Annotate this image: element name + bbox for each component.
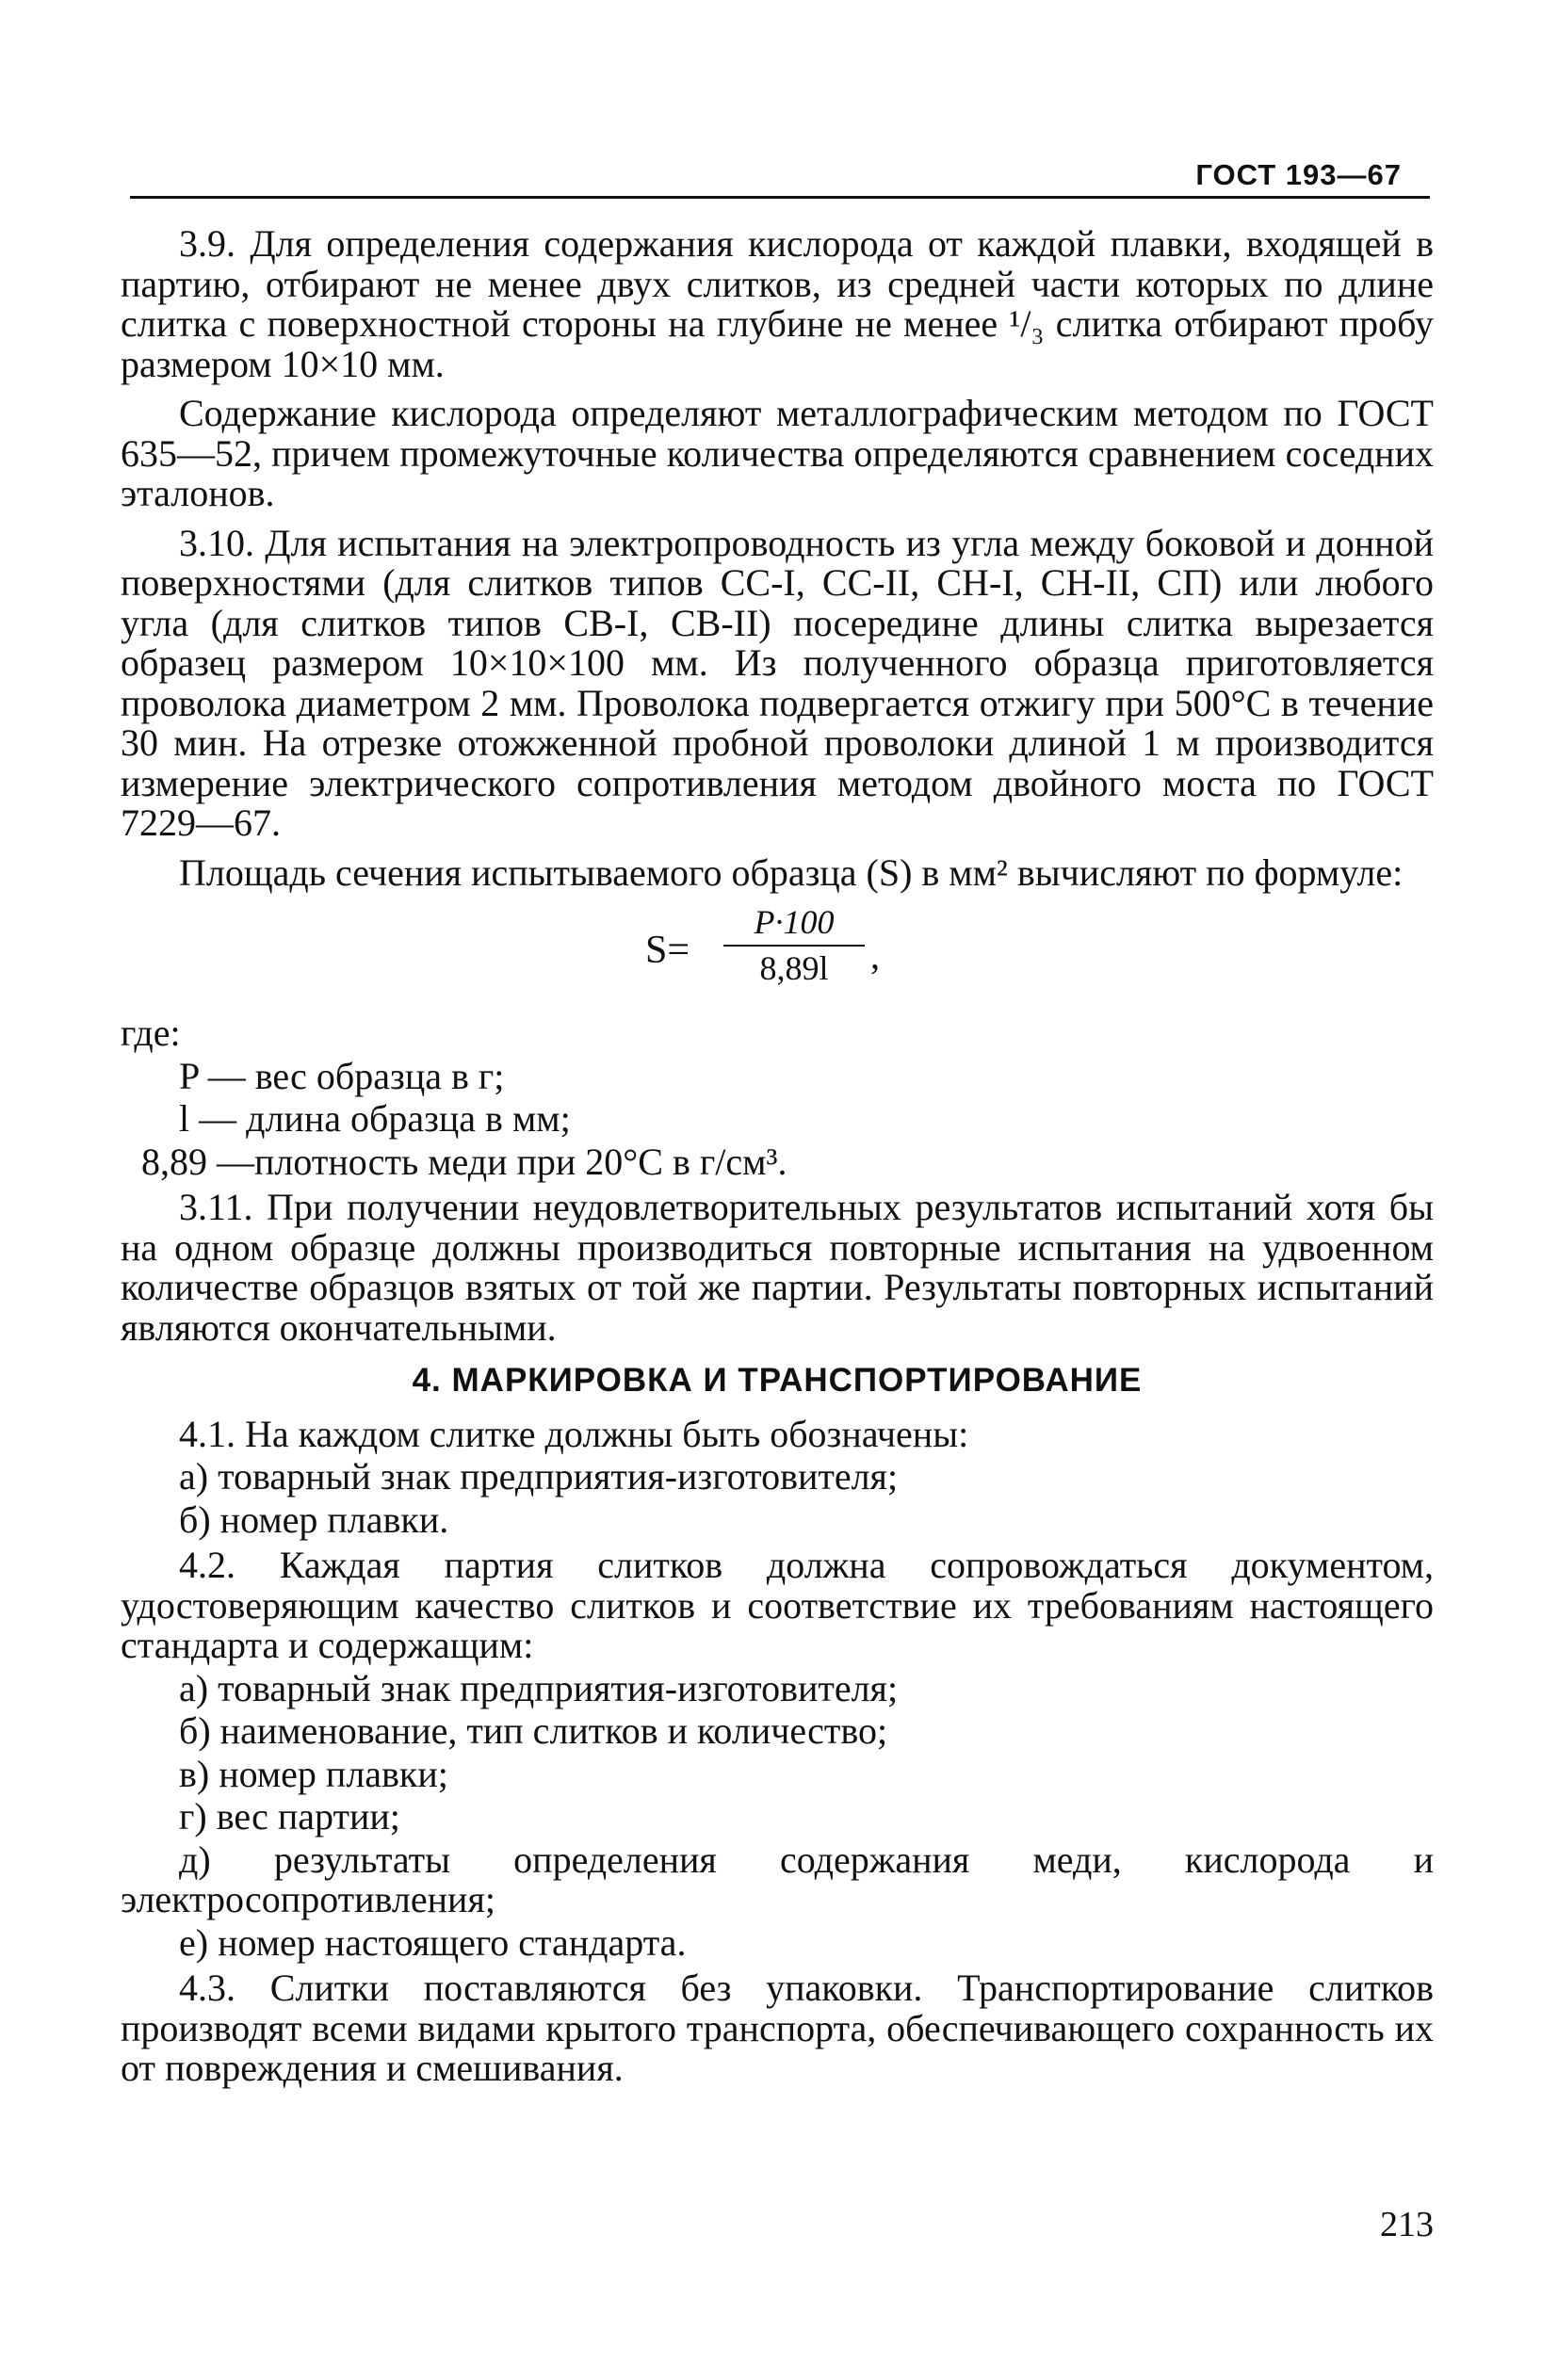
formula-definitions (121, 1054, 1434, 1183)
list-item: б) наименование, тип слитков и количество; (179, 1709, 888, 1752)
marking-list (121, 1457, 1434, 1540)
formula-numerator: P·100 (723, 902, 865, 947)
list-item-results: д) результаты определения содержания меди, кислорода и электросопротивления; (121, 1838, 1434, 1920)
list-item: г) вес партии; (179, 1795, 400, 1838)
formula-fraction (723, 902, 865, 988)
list-item: в) номер плавки; (179, 1752, 448, 1795)
header-doc-id: ГОСТ 193—67 (1195, 158, 1402, 191)
document-contents-list (121, 1666, 1434, 1838)
paragraph-4-2: 4.2. Каждая партия слитков должна сопровождаться документом, удостоверяющим качество слитков и соответствие их требованиям настоящего стандарта и содержащим: (121, 1544, 1434, 1666)
page-number: 213 (1380, 2205, 1434, 2244)
definition-item: P — вес образца в г; (179, 1054, 505, 1097)
list-item: а) товарный знак предприятия-изготовителя; (179, 1666, 899, 1709)
paragraph-4-3: 4.3. Слитки поставляются без упаковки. Транспортирование слитков производят всеми видами крытого транспорта, обеспечивающего сохранность их от повреждения и смешивания. (121, 1967, 1434, 2089)
page-body (121, 224, 1434, 2098)
definition-item: 8,89 —плотность меди при 20°С в г/см³. (141, 1140, 787, 1183)
list-item: б) номер плавки. (179, 1498, 449, 1541)
definition-item: l — длина образца в мм; (179, 1097, 571, 1140)
formula-denominator: 8,89l (759, 948, 829, 987)
paragraph-4-1: 4.1. На каждом слитке должны быть обозначены: (179, 1412, 969, 1455)
where-label: где: (121, 1012, 181, 1054)
formula-comma: , (870, 934, 880, 977)
paragraph-3-11: 3.11. При получении неудовлетворительных результатов испытаний хотя бы на одном образце должны производиться повторные испытания на удвоенном количестве образцов взятых от той же партии. Результаты повторных испытаний являются окончательными. (121, 1186, 1434, 1349)
section-heading: 4. МАРКИРОВКА И ТРАНСПОРТИРОВАНИЕ (412, 1362, 1143, 1399)
area-formula (121, 902, 1434, 1013)
paragraph-3-9-oxygen-method: Содержание кислорода определяют металлографическим методом по ГОСТ 635—52, причем промежуточные количества определяются сравнением соседних эталонов. (121, 392, 1434, 514)
running-header (130, 151, 1430, 199)
list-item: а) товарный знак предприятия-изготовителя; (179, 1455, 899, 1498)
paragraph-3-10: 3.10. Для испытания на электропроводность из угла между боковой и донной поверхностями (для слитков типов СС-I, СС-II, СН-I, СН-II, СП) или любого угла (для слитков типов СВ-I, СВ-II) посередине длины слитка вырезается образец размером 10×10×100 мм. Из полученного образца приготовляется проволока диаметром 2 мм. Проволока подвергается отжигу при 500°С в течение 30 мин. На отрезке отожженной пробной проволоки длиной 1 м производится измерение электрического сопротивления методом двойного моста по ГОСТ 7229—67. (121, 521, 1434, 844)
document-contents-list-end (121, 1920, 1434, 1964)
list-item: е) номер настоящего стандарта. (179, 1920, 687, 1964)
formula-lhs: S= (645, 929, 690, 972)
paragraph-area-formula-intro: Площадь сечения испытываемого образца (S) в мм² вычисляют по формуле: (179, 850, 1404, 894)
paragraph-3-9: 3.9. Для определения содержания кислорода от каждой плавки, входящей в партию, отбирают не менее двух слитков, из средней части которых по длине слитка с поверхностной стороны на глубине не менее ¹/₃ слитка отбирают пробу размером 10×10 мм. (121, 222, 1434, 385)
